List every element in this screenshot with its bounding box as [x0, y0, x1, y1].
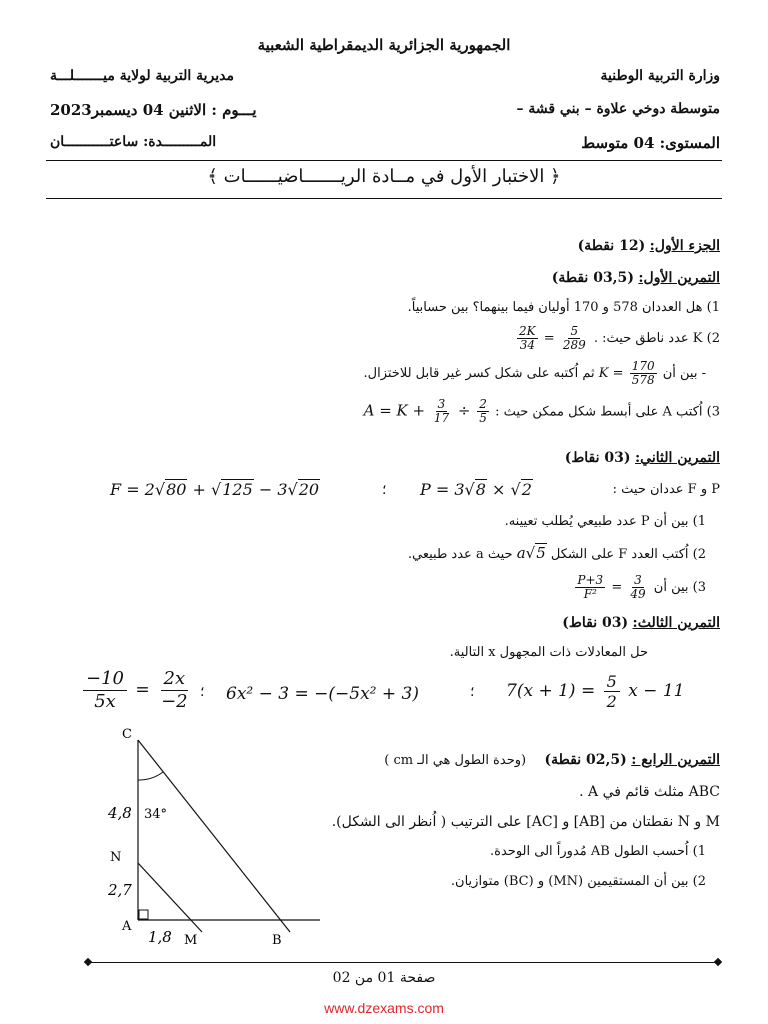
ex3-intro: حل المعادلات ذات المجهول x التالية.: [449, 645, 648, 660]
ex1-q2-equation: $\frac{2K}{34}$ = $\frac{5}{289}$ .: [519, 324, 598, 352]
part1-points: (12 نقطة): [577, 238, 646, 254]
school-name: متوسطة دوخي علاوة – بني قشة –: [516, 101, 720, 117]
site-link[interactable]: www.dzexams.com: [324, 1000, 444, 1016]
ex3-heading: التمرين الثالث:: [632, 615, 720, 631]
exam-date: يـــوم : الاثنين 04 ديسمبر2023: [50, 101, 257, 119]
ex1-heading: التمرين الأول:: [638, 270, 720, 286]
length-CN: 4,8: [108, 804, 132, 822]
duration: المـــــــــدة: ساعتـــــــــــان: [50, 134, 217, 150]
ex4-heading: التمرين الرابع :: [631, 752, 720, 768]
part1-heading: الجزء الأول:: [649, 238, 720, 254]
ex4-points: (02,5 نقطة): [544, 752, 627, 768]
length-AM: 1,8: [148, 928, 172, 946]
directorate: مديرية التربية لولاية ميـــــــلـــة: [50, 68, 234, 84]
ex2-q2-text-a: 2) اُكتب العدد F على الشكل: [550, 547, 706, 562]
ex3-equation-1: 7(x + 1) = $\frac{5}{2}$ x − 11: [506, 672, 685, 711]
footer-divider: [88, 962, 718, 963]
angle-arc: [138, 772, 163, 780]
ex2-q1: 1) بين أن P عدد طبيعي يُطلب تعيينه.: [504, 514, 706, 529]
level: المستوى: 04 متوسط: [581, 134, 720, 152]
ex1-q2: [515, 325, 720, 352]
ex1-q2b-equation: K = $\frac{170}{578}$: [598, 359, 655, 387]
ex2-q2-form: a√5: [516, 544, 546, 562]
ex1-q3-text: 3) اُكتب A على أبسط شكل ممكن حيث :: [495, 404, 720, 420]
segment-CB: [138, 740, 290, 932]
ex4-line-1: ABC مثلث قائم في A .: [579, 784, 720, 800]
ex4-unit: (وحدة الطول هي الـ cm ): [384, 753, 527, 768]
header-divider-bottom: [46, 198, 722, 199]
footer-divider-dot-left: [84, 958, 92, 966]
ex3-separator-1: ؛: [470, 684, 475, 700]
triangle-figure: [90, 720, 330, 950]
ex2-P-expression: P = 3√8 × √2: [420, 480, 532, 499]
label-N: N: [110, 850, 122, 865]
ex2-separator: ؛: [382, 482, 387, 498]
ex3-separator-2: ؛: [200, 684, 205, 700]
ministry: وزارة التربية الوطنية: [600, 68, 720, 84]
ex2-q2: [408, 544, 706, 562]
ex1-title: [552, 270, 720, 286]
part1-title: [578, 238, 720, 254]
ex2-q3-equation: $\frac{P+3}{\text{F²}}$ = $\frac{3}{49}$: [577, 573, 646, 601]
ex2-intro: P و F عددان حيث :: [612, 482, 720, 497]
ex1-points: (03,5 نقطة): [551, 270, 634, 286]
length-NA: 2,7: [108, 881, 132, 899]
republic-heading: الجمهورية الجزائرية الديمقراطية الشعبية: [257, 36, 511, 54]
label-A: A: [122, 919, 132, 934]
ex4-q2: 2) بين أن المستقيمين (MN) و (BC) متوازيان.: [450, 874, 706, 889]
ex4-line-2: M و N نقطتان من [AB] و [AC] على الترتيب ( اُنظر الى الشكل).: [331, 814, 720, 830]
ex1-q2-text: 2) K عدد ناطق حيث:: [602, 331, 720, 346]
ex3-points: (03 نقاط): [562, 615, 629, 631]
ex3-title: [562, 615, 720, 631]
ex2-F-expression: F = 2√80 + √125 − 3√20: [110, 480, 320, 499]
ex4-q1: 1) اُحسب الطول AB مُدوراً الى الوحدة.: [490, 844, 706, 859]
label-M: M: [184, 933, 198, 948]
header-divider-top: [46, 160, 722, 161]
angle-label: 34°: [144, 807, 168, 822]
ex2-q3: [573, 574, 706, 601]
segment-NM: [138, 863, 202, 932]
ex2-points: (03 نقاط): [564, 450, 631, 466]
ex2-q2-text-b: حيث a عدد طبيعي.: [407, 547, 513, 562]
ex1-q3-expression: A = K + $\frac{3}{17}$ ÷ $\frac{2}{5}$: [363, 397, 487, 425]
ex2-title: [565, 450, 720, 466]
ex1-q2b-after: ثم اُكتبه على شكل كسر غير قابل للاختزال.: [363, 366, 595, 381]
ex4-title: [384, 752, 720, 768]
label-C: C: [122, 727, 132, 742]
ex1-q3: [364, 398, 720, 425]
ex1-q2b: [364, 360, 707, 387]
label-B: B: [272, 933, 282, 948]
exam-title: ﴿ الاختبار الأول في مــادة الريـــــــاضيــــــات ﴾: [207, 166, 561, 187]
right-angle-mark: [139, 910, 148, 919]
ex2-heading: التمرين الثاني:: [634, 450, 720, 466]
ex2-q3-text: 3) بين أن: [653, 580, 706, 595]
ex3-equation-3: $\frac{-10}{5x}$ = $\frac{2x}{-2}$: [80, 668, 194, 713]
ex3-equation-2: 6x² − 3 = −(−5x² + 3): [226, 684, 419, 704]
ex1-q2b-before: - بين أن: [662, 366, 706, 381]
ex1-q1: 1) هل العددان 578 و 170 أوليان فيما بينهما؟ بين حسابياً.: [407, 300, 720, 315]
footer-divider-dot-right: [714, 958, 722, 966]
page-number: صفحة 01 من 02: [332, 970, 436, 986]
